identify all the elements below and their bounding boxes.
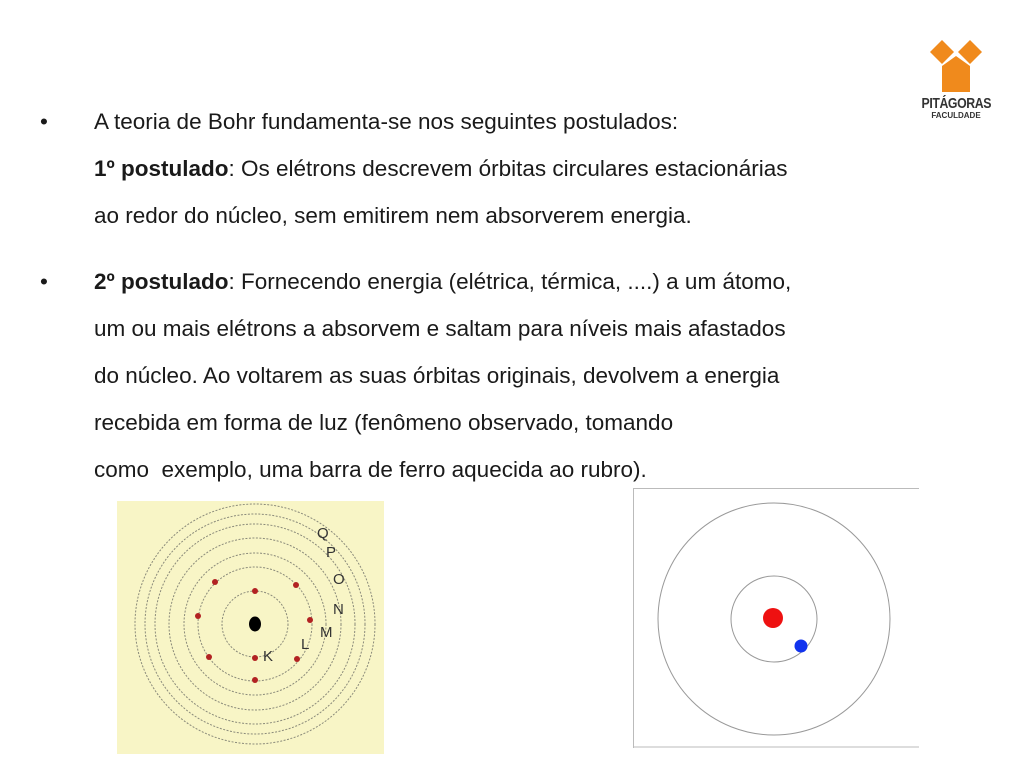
- shell-electron: [212, 579, 218, 585]
- bullet-1-line-3: ao redor do núcleo, sem emitirem nem absorverem energia.: [94, 203, 692, 228]
- orbit-nucleus: [763, 608, 783, 628]
- bullet-2-line-3: do núcleo. Ao voltarem as suas órbitas originais, devolvem a energia: [94, 363, 780, 388]
- postulate-1-text: : Os elétrons descrevem órbitas circulares estacionárias: [228, 156, 788, 181]
- bullet-2-line-5: como exemplo, uma barra de ferro aquecida ao rubro).: [94, 457, 647, 482]
- bullet-2-line-1: [94, 258, 984, 305]
- shell-electron: [307, 617, 313, 623]
- shell-electron: [293, 582, 299, 588]
- shell-electron: [252, 677, 258, 683]
- bullet-1-intro: A teoria de Bohr fundamenta-se nos seguintes postulados:: [94, 109, 679, 134]
- bullet-body-1: [94, 98, 984, 239]
- bullet-marker: •: [40, 109, 48, 134]
- logo-brand: PITÁGORAS: [921, 95, 992, 112]
- bullet-2-line-4: recebida em forma de luz (fenômeno observado, tomando: [94, 410, 674, 435]
- postulate-1-label: 1º postulado: [94, 156, 229, 181]
- orbit-electron: [795, 640, 808, 653]
- shell-label-n: N: [333, 601, 344, 618]
- shell-electron: [206, 654, 212, 660]
- orbit-diagram-svg: [633, 488, 919, 748]
- bullet-body-2: [94, 258, 984, 493]
- shell-label-q: Q: [317, 525, 329, 542]
- shell-label-k: K: [263, 648, 274, 665]
- electron-shell-diagram: [117, 501, 384, 754]
- shell-label-o: O: [333, 571, 345, 588]
- logo-subtitle: FACULDADE: [931, 111, 981, 120]
- shell-electron: [252, 588, 258, 594]
- bullet-marker: •: [40, 269, 48, 294]
- shell-diagram-svg: [117, 501, 384, 754]
- shell-electron: [195, 613, 201, 619]
- pitagoras-logo-icon: [914, 38, 998, 98]
- shell-nucleus: [249, 617, 261, 632]
- bohr-orbit-diagram: [633, 488, 919, 748]
- bullet-1-line-2: [94, 145, 984, 192]
- shell-label-m: M: [320, 624, 333, 641]
- postulate-2-label: 2º postulado: [94, 269, 229, 294]
- postulate-2-text: : Fornecendo energia (elétrica, térmica, ....) a um átomo,: [228, 269, 792, 294]
- shell-label-p: P: [326, 544, 337, 561]
- shell-electron: [294, 656, 300, 662]
- shell-electron: [252, 655, 258, 661]
- shell-label-l: L: [301, 636, 310, 653]
- bullet-2-line-2: um ou mais elétrons a absorvem e saltam para níveis mais afastados: [94, 316, 786, 341]
